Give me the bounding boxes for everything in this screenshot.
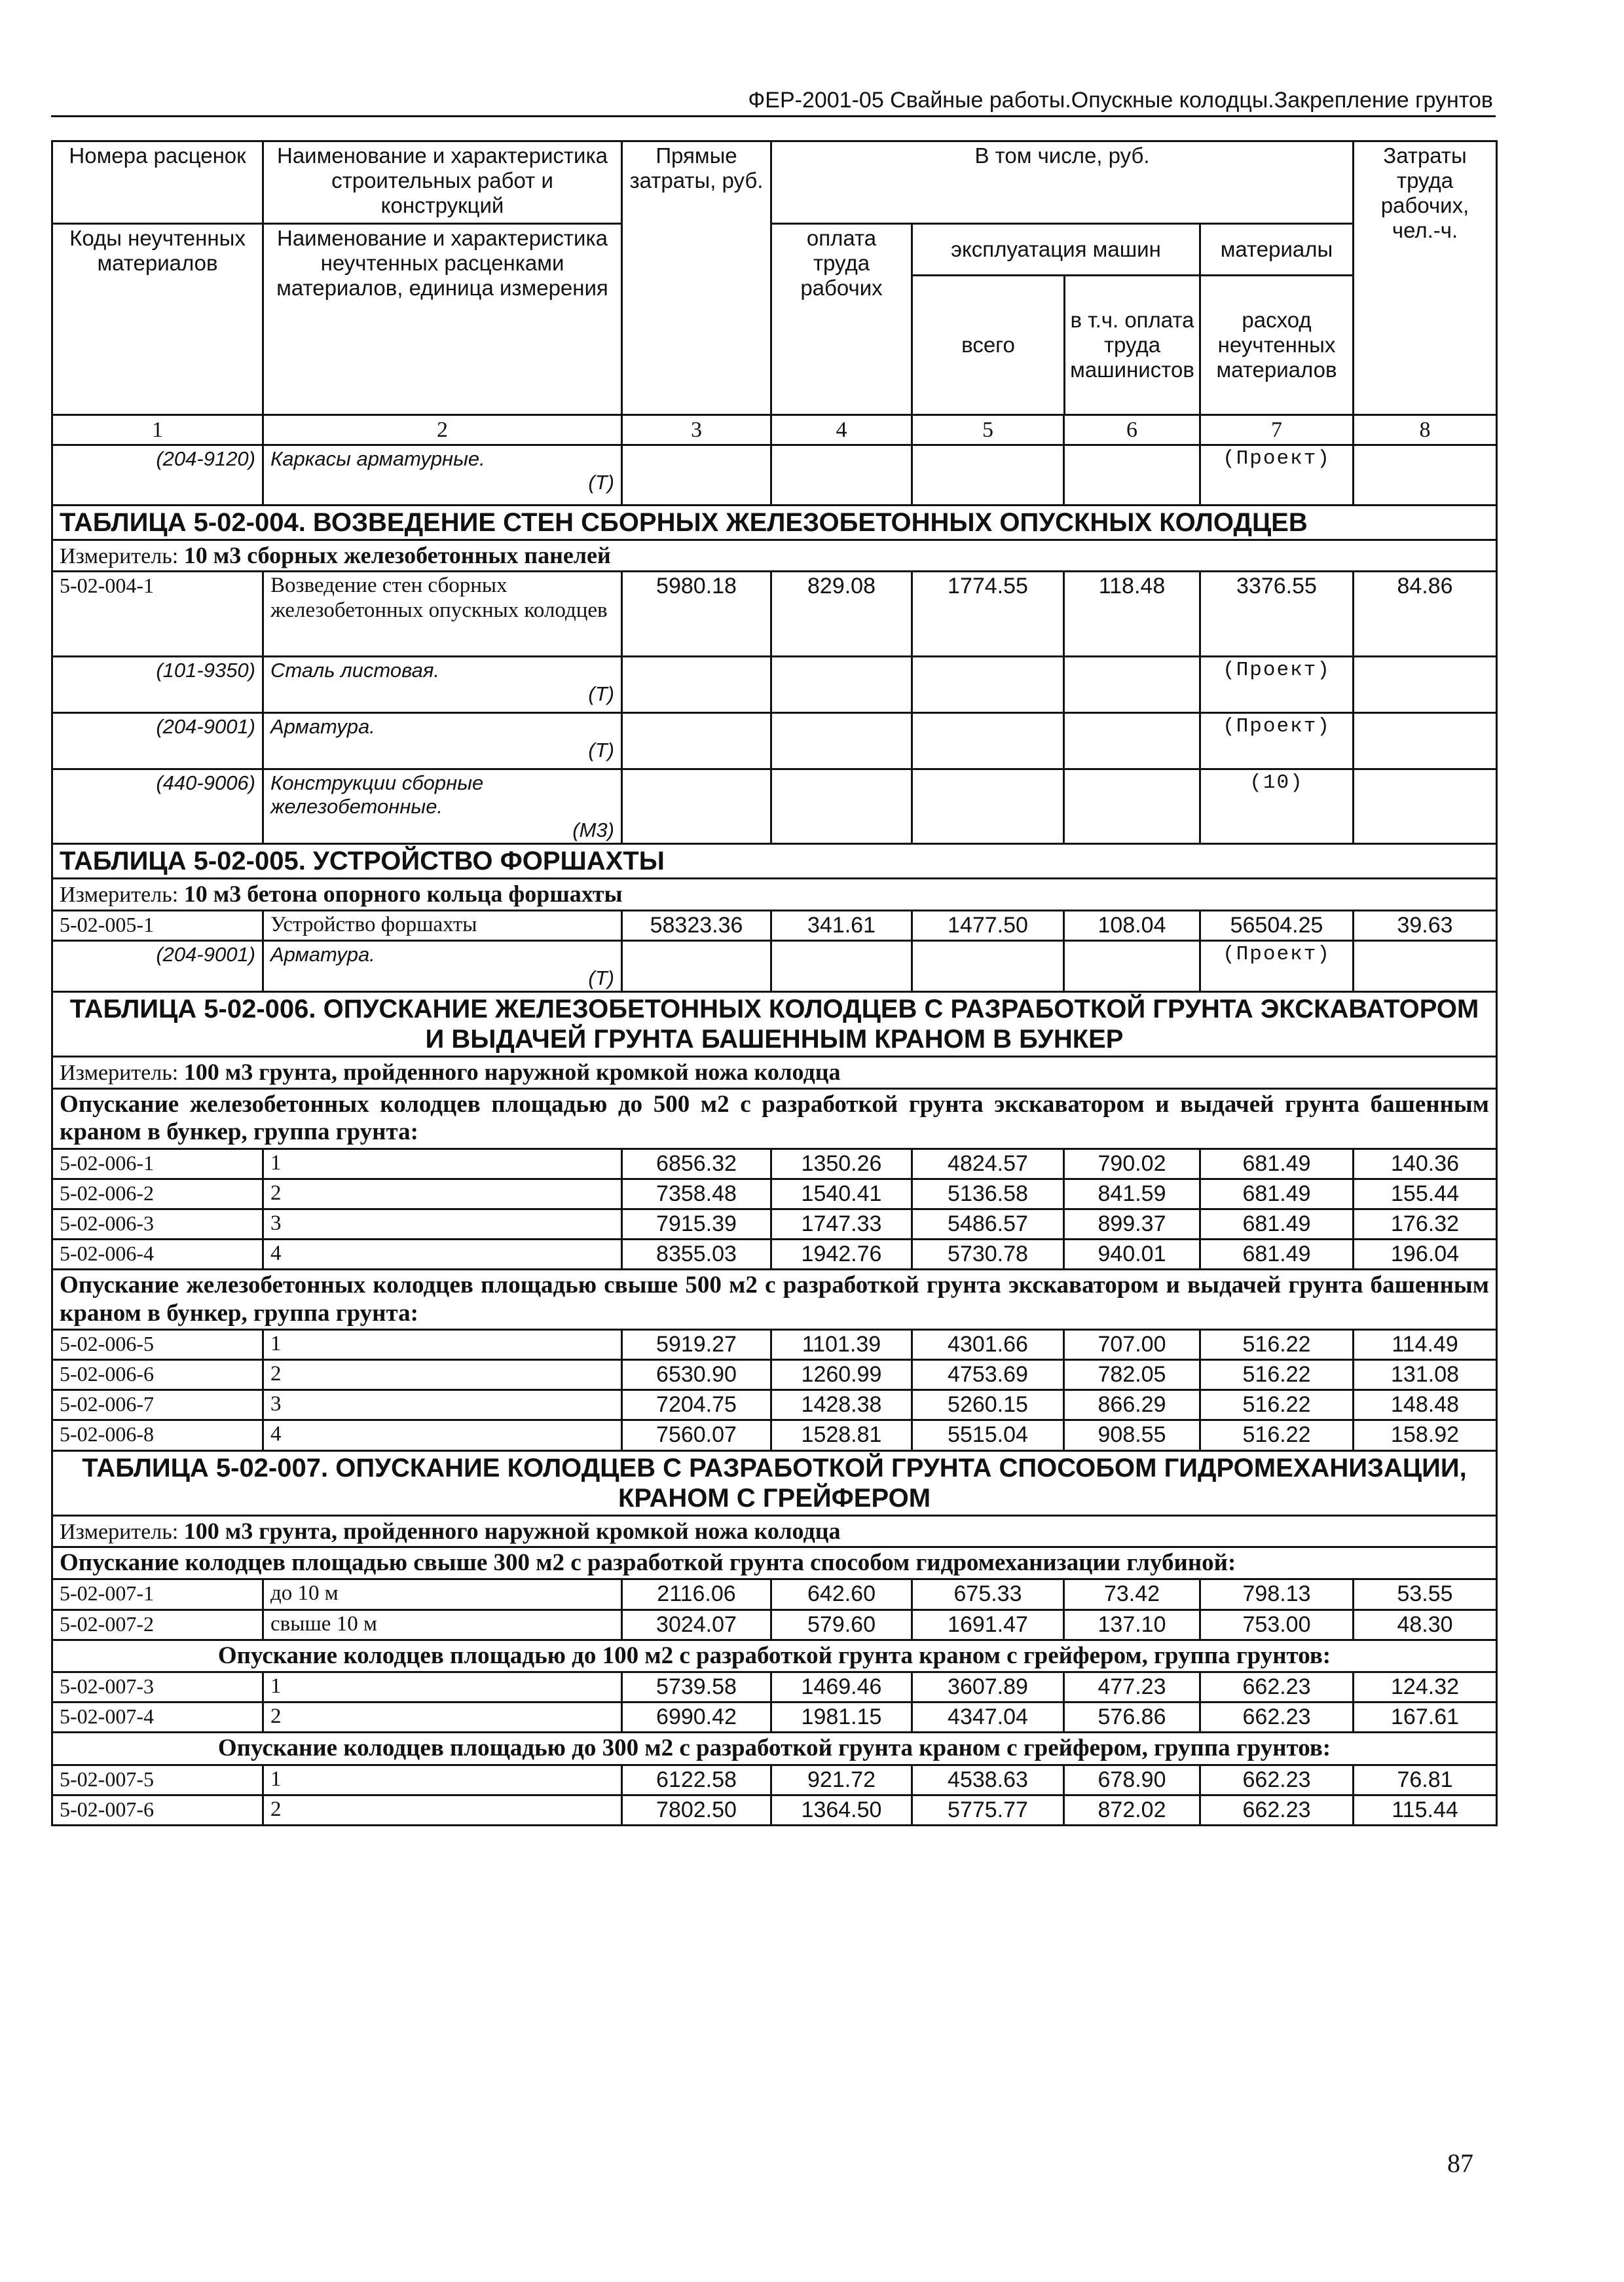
value-mach: 4824.57	[912, 1149, 1064, 1179]
measure-unit: 10 м3 сборных железобетонных панелей	[183, 542, 611, 569]
group-heading: Опускание колодцев площадью до 300 м2 с разработкой грунта краном с грейфером, группа грунтов:	[52, 1733, 1497, 1765]
value-mach: 1477.50	[912, 910, 1064, 940]
column-number: 4	[771, 415, 912, 445]
item-name: 3	[270, 1392, 282, 1416]
value-mach: 4538.63	[912, 1765, 1064, 1795]
value-hours: 115.44	[1354, 1795, 1497, 1826]
group-heading: Опускание железобетонных колодцев площадью свыше 500 м2 с разработкой грунта экскаватором и выдачей грунта башенным краном в бункер, группа грунта:	[52, 1270, 1497, 1330]
group-heading-row	[52, 1270, 1497, 1330]
rate-code: 5-02-007-5	[52, 1765, 263, 1795]
header-materials-cell	[1200, 224, 1354, 415]
group-heading: Опускание колодцев площадью до 100 м2 с разработкой грунта краном с грейфером, группа грунтов:	[52, 1640, 1497, 1672]
value-labor: 1747.33	[771, 1209, 912, 1239]
value-hours: 84.86	[1354, 572, 1497, 657]
value-mat: 516.22	[1200, 1420, 1354, 1450]
rate-row	[52, 1672, 1497, 1702]
material-consumption: (Проект)	[1200, 940, 1354, 991]
material-code: (204-9120)	[52, 445, 263, 506]
column-number: 7	[1200, 415, 1354, 445]
item-name: 2	[270, 1797, 282, 1821]
item-name: Арматура.	[270, 942, 375, 966]
value-mach: 5730.78	[912, 1239, 1064, 1269]
item-name: 4	[270, 1422, 282, 1446]
value-hours: 176.32	[1354, 1209, 1497, 1239]
material-code: (204-9001)	[52, 940, 263, 991]
header-rate-numbers: Номера расценок	[52, 141, 263, 224]
rate-row	[52, 1209, 1497, 1239]
rate-row	[52, 1330, 1497, 1360]
value-mach-labor: 872.02	[1064, 1795, 1200, 1826]
empty-cell	[912, 940, 1064, 991]
item-name-cell	[263, 1330, 622, 1360]
header-labor-hours: Затраты труда рабочих, чел.-ч.	[1354, 141, 1497, 415]
value-hours: 124.32	[1354, 1672, 1497, 1702]
item-name-cell	[263, 1672, 622, 1702]
empty-cell	[771, 769, 912, 844]
material-code: (440-9006)	[52, 769, 263, 844]
value-direct: 58323.36	[622, 910, 771, 940]
value-direct: 5739.58	[622, 1672, 771, 1702]
empty-cell	[622, 769, 771, 844]
empty-cell	[622, 445, 771, 506]
column-number: 3	[622, 415, 771, 445]
measure-unit: 100 м3 грунта, пройденного наружной кромкой ножа колодца	[183, 1059, 841, 1086]
item-name: Сталь листовая.	[270, 659, 440, 682]
rate-row	[52, 1239, 1497, 1269]
value-direct: 7802.50	[622, 1795, 771, 1826]
running-header: ФЕР-2001-05 Свайные работы.Опускные колодцы.Закрепление грунтов	[748, 88, 1493, 113]
measure-unit: 10 м3 бетона опорного кольца форшахты	[183, 881, 623, 908]
value-labor: 642.60	[771, 1579, 912, 1610]
value-direct: 7204.75	[622, 1390, 771, 1420]
value-mat: 753.00	[1200, 1610, 1354, 1640]
item-name: 3	[270, 1211, 282, 1235]
table-title: ТАБЛИЦА 5-02-004. ВОЗВЕДЕНИЕ СТЕН СБОРНЫХ ЖЕЛЕЗОБЕТОННЫХ ОПУСКНЫХ КОЛОДЦЕВ	[52, 506, 1497, 540]
value-mach-labor: 108.04	[1064, 910, 1200, 940]
value-mach: 5486.57	[912, 1209, 1064, 1239]
value-labor: 1981.15	[771, 1702, 912, 1733]
page-number: 87	[1447, 2148, 1473, 2178]
value-hours: 196.04	[1354, 1239, 1497, 1269]
item-name: 2	[270, 1362, 282, 1386]
item-name: Устройство форшахты	[270, 912, 477, 936]
empty-cell	[771, 713, 912, 769]
rate-row	[52, 1360, 1497, 1390]
material-row	[52, 657, 1497, 713]
value-mach-labor: 940.01	[1064, 1239, 1200, 1269]
group-heading-row	[52, 1733, 1497, 1765]
item-name: 1	[270, 1150, 282, 1175]
material-row	[52, 713, 1497, 769]
table-title-row	[52, 992, 1497, 1057]
rate-row	[52, 1179, 1497, 1209]
value-mach: 1774.55	[912, 572, 1064, 657]
value-mach-labor: 841.59	[1064, 1179, 1200, 1209]
empty-cell	[1064, 657, 1200, 713]
header-machines: эксплуатация машин	[913, 225, 1199, 276]
value-hours: 48.30	[1354, 1610, 1497, 1640]
value-mat: 798.13	[1200, 1579, 1354, 1610]
value-mat: 681.49	[1200, 1149, 1354, 1179]
value-mach: 5775.77	[912, 1795, 1064, 1826]
value-mach-labor: 477.23	[1064, 1672, 1200, 1702]
item-name: до 10 м	[270, 1581, 339, 1606]
unit-label: (М3)	[572, 818, 614, 841]
value-direct: 8355.03	[622, 1239, 771, 1269]
header-row-1	[52, 141, 1497, 224]
item-name: 1	[270, 1332, 282, 1356]
item-name-cell	[263, 1149, 622, 1179]
empty-cell	[1354, 713, 1497, 769]
value-hours: 39.63	[1354, 910, 1497, 940]
value-mat: 681.49	[1200, 1179, 1354, 1209]
value-labor: 341.61	[771, 910, 912, 940]
value-direct: 6530.90	[622, 1360, 771, 1390]
table-title-row	[52, 1450, 1497, 1515]
rate-code: 5-02-006-7	[52, 1390, 263, 1420]
value-mat: 662.23	[1200, 1702, 1354, 1733]
rate-row	[52, 1765, 1497, 1795]
empty-cell	[771, 940, 912, 991]
rate-row	[52, 1579, 1497, 1610]
measure-row	[52, 879, 1497, 910]
item-name: 2	[270, 1181, 282, 1205]
value-direct: 7915.39	[622, 1209, 771, 1239]
item-name-cell	[263, 713, 622, 769]
value-hours: 76.81	[1354, 1765, 1497, 1795]
group-heading-row	[52, 1640, 1497, 1672]
item-name: Конструкции сборные железобетонные.	[270, 771, 484, 819]
item-name-cell	[263, 769, 622, 844]
item-name-cell	[263, 910, 622, 940]
value-labor: 1364.50	[771, 1795, 912, 1826]
rate-row	[52, 1610, 1497, 1640]
item-name-cell	[263, 1239, 622, 1269]
header-including: В том числе, руб.	[771, 141, 1354, 224]
item-name: Каркасы арматурные.	[270, 447, 485, 471]
measure-cell	[52, 1515, 1497, 1547]
column-numbers-row	[52, 415, 1497, 445]
value-hours: 131.08	[1354, 1360, 1497, 1390]
value-mach-labor: 790.02	[1064, 1149, 1200, 1179]
empty-cell	[1064, 769, 1200, 844]
header-material-codes: Коды неучтенных материалов	[52, 224, 263, 415]
item-name: Возведение стен сборных железобетонных опускных колодцев	[270, 574, 608, 623]
group-heading: Опускание железобетонных колодцев площадью до 500 м2 с разработкой грунта экскаватором и выдачей грунта башенным краном в бункер, группа грунта:	[52, 1088, 1497, 1149]
rate-code: 5-02-007-4	[52, 1702, 263, 1733]
item-name-cell	[263, 657, 622, 713]
header-direct-costs: Прямые затраты, руб.	[622, 141, 771, 415]
table-title: ТАБЛИЦА 5-02-005. УСТРОЙСТВО ФОРШАХТЫ	[52, 844, 1497, 879]
value-mach-labor: 866.29	[1064, 1390, 1200, 1420]
item-name-cell	[263, 1209, 622, 1239]
material-consumption: (10)	[1200, 769, 1354, 844]
value-mat: 516.22	[1200, 1390, 1354, 1420]
value-mach: 4347.04	[912, 1702, 1064, 1733]
unit-label: (Т)	[588, 470, 614, 494]
header-machinist-pay: в т.ч. оплата труда машинистов	[1070, 308, 1194, 382]
value-labor: 1260.99	[771, 1360, 912, 1390]
header-unaccounted-materials: расход неучтенных материалов	[1216, 308, 1337, 382]
rate-code: 5-02-007-3	[52, 1672, 263, 1702]
item-name-cell	[263, 940, 622, 991]
rate-code: 5-02-006-3	[52, 1209, 263, 1239]
item-name-cell	[263, 445, 622, 506]
value-hours: 158.92	[1354, 1420, 1497, 1450]
rate-code: 5-02-007-2	[52, 1610, 263, 1640]
value-labor: 1942.76	[771, 1239, 912, 1269]
value-labor: 921.72	[771, 1765, 912, 1795]
header-worker-pay: оплата труда рабочих	[771, 224, 912, 415]
value-hours: 167.61	[1354, 1702, 1497, 1733]
value-labor: 1350.26	[771, 1149, 912, 1179]
measure-cell	[52, 1057, 1497, 1088]
empty-cell	[1354, 940, 1497, 991]
value-mat: 3376.55	[1200, 572, 1354, 657]
empty-cell	[912, 713, 1064, 769]
empty-cell	[1064, 445, 1200, 506]
measure-label: Измеритель:	[60, 544, 179, 569]
header-row-2	[52, 224, 1497, 415]
value-hours: 148.48	[1354, 1390, 1497, 1420]
rate-code: 5-02-004-1	[52, 572, 263, 657]
value-mat: 681.49	[1200, 1209, 1354, 1239]
table-title-row	[52, 844, 1497, 879]
item-name-cell	[263, 1765, 622, 1795]
value-labor: 1540.41	[771, 1179, 912, 1209]
value-hours: 140.36	[1354, 1149, 1497, 1179]
rate-row	[52, 1795, 1497, 1826]
measure-row	[52, 1057, 1497, 1088]
measure-label: Измеритель:	[60, 1519, 179, 1544]
value-mach: 4753.69	[912, 1360, 1064, 1390]
rate-code: 5-02-006-4	[52, 1239, 263, 1269]
empty-cell	[1354, 769, 1497, 844]
value-mat: 516.22	[1200, 1360, 1354, 1390]
value-direct: 6122.58	[622, 1765, 771, 1795]
empty-cell	[1354, 657, 1497, 713]
value-mat: 662.23	[1200, 1795, 1354, 1826]
value-labor: 579.60	[771, 1610, 912, 1640]
empty-cell	[912, 657, 1064, 713]
material-row	[52, 445, 1497, 506]
item-name-cell	[263, 1795, 622, 1826]
value-direct: 5919.27	[622, 1330, 771, 1360]
item-name: 2	[270, 1704, 282, 1729]
value-mach-labor: 576.86	[1064, 1702, 1200, 1733]
material-code: (101-9350)	[52, 657, 263, 713]
item-name-cell	[263, 1360, 622, 1390]
value-mach-labor: 73.42	[1064, 1579, 1200, 1610]
item-name-cell	[263, 1610, 622, 1640]
rate-code: 5-02-006-5	[52, 1330, 263, 1360]
value-labor: 1528.81	[771, 1420, 912, 1450]
item-name: 4	[270, 1241, 282, 1265]
value-hours: 53.55	[1354, 1579, 1497, 1610]
material-row	[52, 940, 1497, 991]
value-direct: 6990.42	[622, 1702, 771, 1733]
unit-label: (Т)	[588, 682, 614, 706]
value-mach-labor: 899.37	[1064, 1209, 1200, 1239]
value-mach: 675.33	[912, 1579, 1064, 1610]
rate-row	[52, 1420, 1497, 1450]
rate-code: 5-02-005-1	[52, 910, 263, 940]
table-title: ТАБЛИЦА 5-02-007. ОПУСКАНИЕ КОЛОДЦЕВ С РАЗРАБОТКОЙ ГРУНТА СПОСОБОМ ГИДРОМЕХАНИЗАЦИИ, КРАНОМ С ГРЕЙФЕРОМ	[52, 1450, 1497, 1515]
value-labor: 1101.39	[771, 1330, 912, 1360]
rates-table	[51, 140, 1498, 1826]
value-mat: 662.23	[1200, 1672, 1354, 1702]
rate-row	[52, 572, 1497, 657]
rate-code: 5-02-007-6	[52, 1795, 263, 1826]
rate-code: 5-02-007-1	[52, 1579, 263, 1610]
value-mach: 5136.58	[912, 1179, 1064, 1209]
measure-label: Измеритель:	[60, 1061, 179, 1086]
value-mat: 662.23	[1200, 1765, 1354, 1795]
rate-code: 5-02-006-2	[52, 1179, 263, 1209]
column-number: 2	[263, 415, 622, 445]
material-consumption: (Проект)	[1200, 445, 1354, 506]
empty-cell	[622, 657, 771, 713]
item-name: 1	[270, 1674, 282, 1699]
value-labor: 1428.38	[771, 1390, 912, 1420]
value-direct: 3024.07	[622, 1610, 771, 1640]
header-rule	[51, 115, 1496, 117]
empty-cell	[912, 445, 1064, 506]
value-mat: 56504.25	[1200, 910, 1354, 940]
empty-cell	[1064, 940, 1200, 991]
column-number: 6	[1064, 415, 1200, 445]
value-hours: 155.44	[1354, 1179, 1497, 1209]
value-direct: 7358.48	[622, 1179, 771, 1209]
unit-label: (Т)	[588, 966, 614, 989]
empty-cell	[622, 713, 771, 769]
value-mach-labor: 782.05	[1064, 1360, 1200, 1390]
item-name-cell	[263, 1179, 622, 1209]
empty-cell	[771, 657, 912, 713]
rate-code: 5-02-006-1	[52, 1149, 263, 1179]
group-heading: Опускание колодцев площадью свыше 300 м2 с разработкой грунта способом гидромеханизации глубиной:	[52, 1547, 1497, 1579]
header-materials: материалы	[1201, 225, 1352, 276]
value-mach-labor: 137.10	[1064, 1610, 1200, 1640]
value-mach: 1691.47	[912, 1610, 1064, 1640]
measure-row	[52, 540, 1497, 572]
material-code: (204-9001)	[52, 713, 263, 769]
item-name-cell	[263, 1702, 622, 1733]
rate-code: 5-02-006-8	[52, 1420, 263, 1450]
value-mat: 516.22	[1200, 1330, 1354, 1360]
item-name-cell	[263, 1390, 622, 1420]
column-number: 5	[912, 415, 1064, 445]
value-mach: 5515.04	[912, 1420, 1064, 1450]
measure-cell	[52, 879, 1497, 910]
rate-row	[52, 1390, 1497, 1420]
item-name-cell	[263, 1420, 622, 1450]
item-name: Арматура.	[270, 715, 375, 739]
item-name-cell	[263, 1579, 622, 1610]
value-direct: 5980.18	[622, 572, 771, 657]
value-labor: 1469.46	[771, 1672, 912, 1702]
value-labor: 829.08	[771, 572, 912, 657]
value-mach: 3607.89	[912, 1672, 1064, 1702]
value-mach-labor: 908.55	[1064, 1420, 1200, 1450]
rate-row	[52, 1702, 1497, 1733]
measure-cell	[52, 540, 1497, 572]
group-heading-row	[52, 1547, 1497, 1579]
empty-cell	[1064, 713, 1200, 769]
value-mach-labor: 118.48	[1064, 572, 1200, 657]
value-mach: 4301.66	[912, 1330, 1064, 1360]
empty-cell	[771, 445, 912, 506]
value-direct: 2116.06	[622, 1579, 771, 1610]
item-name-cell	[263, 572, 622, 657]
empty-cell	[1354, 445, 1497, 506]
column-number: 8	[1354, 415, 1497, 445]
value-mach-labor: 707.00	[1064, 1330, 1200, 1360]
measure-label: Измеритель:	[60, 883, 179, 908]
value-hours: 114.49	[1354, 1330, 1497, 1360]
value-direct: 6856.32	[622, 1149, 771, 1179]
rate-code: 5-02-006-6	[52, 1360, 263, 1390]
value-mach: 5260.15	[912, 1390, 1064, 1420]
material-consumption: (Проект)	[1200, 657, 1354, 713]
unit-label: (Т)	[588, 739, 614, 762]
column-number: 1	[52, 415, 263, 445]
material-row	[52, 769, 1497, 844]
measure-row	[52, 1515, 1497, 1547]
group-heading-row	[52, 1088, 1497, 1149]
header-work-name: Наименование и характеристика строительных работ и конструкций	[263, 141, 622, 224]
table-title: ТАБЛИЦА 5-02-006. ОПУСКАНИЕ ЖЕЛЕЗОБЕТОННЫХ КОЛОДЦЕВ С РАЗРАБОТКОЙ ГРУНТА ЭКСКАВАТОРОМ И ВЫДАЧЕЙ ГРУНТА БАШЕННЫМ КРАНОМ В БУНКЕР	[52, 992, 1497, 1057]
header-machines-cell	[912, 224, 1200, 415]
value-mat: 681.49	[1200, 1239, 1354, 1269]
table-title-row	[52, 506, 1497, 540]
empty-cell	[622, 940, 771, 991]
measure-unit: 100 м3 грунта, пройденного наружной кромкой ножа колодца	[183, 1517, 841, 1544]
value-mach-labor: 678.90	[1064, 1765, 1200, 1795]
rate-row	[52, 910, 1497, 940]
header-machines-total: всего	[913, 276, 1065, 414]
item-name: свыше 10 м	[270, 1611, 377, 1636]
empty-cell	[912, 769, 1064, 844]
header-material-name: Наименование и характеристика неучтенных расценками материалов, единица измерения	[263, 224, 622, 415]
material-consumption: (Проект)	[1200, 713, 1354, 769]
value-direct: 7560.07	[622, 1420, 771, 1450]
item-name: 1	[270, 1767, 282, 1791]
rate-row	[52, 1149, 1497, 1179]
